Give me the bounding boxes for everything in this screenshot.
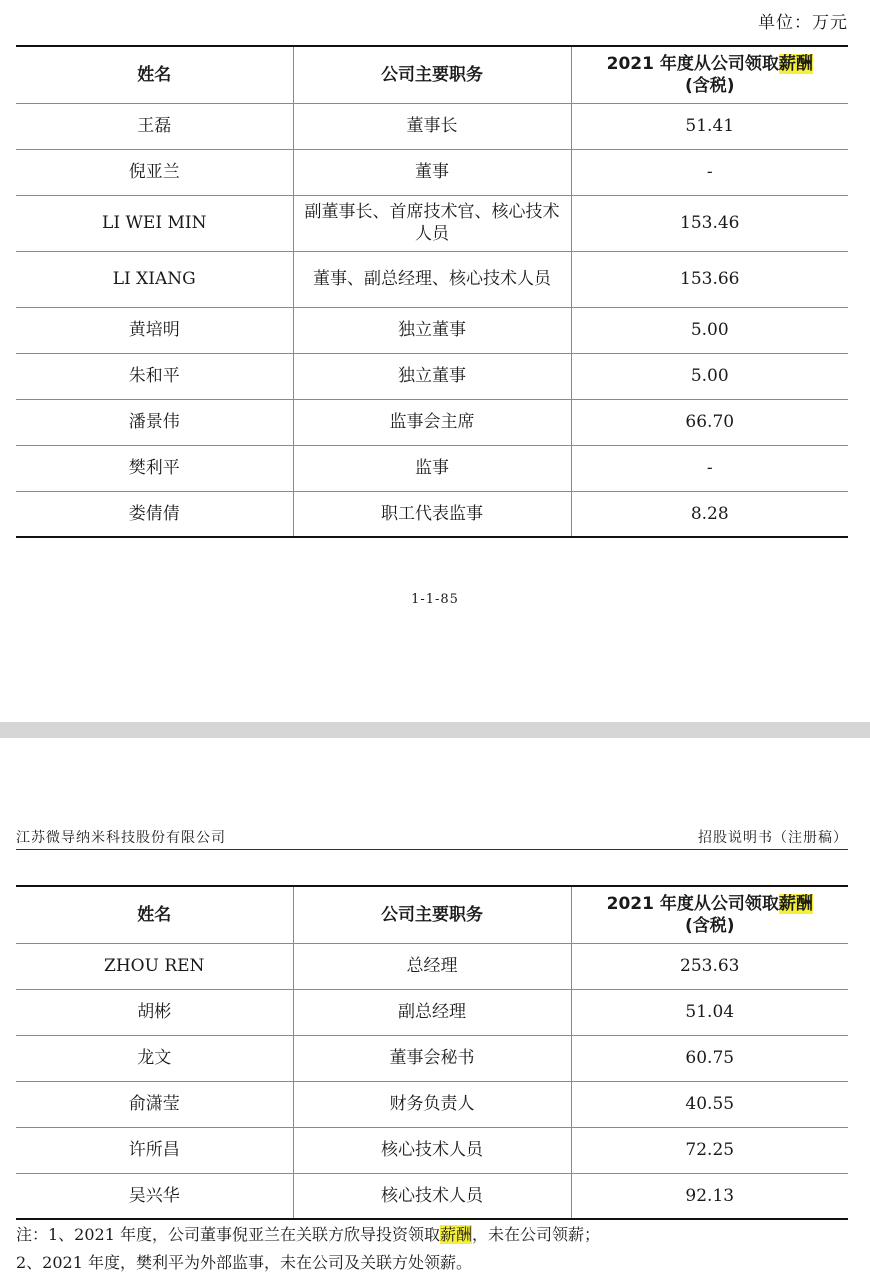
page-divider — [0, 722, 870, 738]
cell-salary: 51.04 — [571, 989, 848, 1035]
header-name: 姓名 — [16, 46, 293, 103]
cell-name: 倪亚兰 — [16, 149, 293, 195]
cell-name: LI WEI MIN — [16, 195, 293, 251]
note-1-pre: 注：1、2021 年度，公司董事倪亚兰在关联方欣导投资领取 — [16, 1225, 440, 1244]
table-row — [16, 399, 848, 445]
cell-position: 副总经理 — [293, 989, 571, 1035]
header-salary-post: (含税) — [684, 75, 735, 96]
page-2 — [0, 738, 870, 1278]
cell-position: 独立董事 — [293, 307, 571, 353]
cell-name: 王磊 — [16, 103, 293, 149]
cell-position: 董事会秘书 — [293, 1035, 571, 1081]
cell-salary: 40.55 — [571, 1081, 848, 1127]
table-row — [16, 353, 848, 399]
cell-name: 许所昌 — [16, 1127, 293, 1173]
header-rule — [16, 849, 848, 850]
table-row — [16, 307, 848, 353]
note-1-post: ，未在公司领薪； — [472, 1225, 601, 1244]
cell-salary: - — [571, 445, 848, 491]
cell-name: 潘景伟 — [16, 399, 293, 445]
cell-name: 娄倩倩 — [16, 491, 293, 537]
header-salary-highlight: 薪酬 — [778, 53, 813, 74]
cell-name: 胡彬 — [16, 989, 293, 1035]
header-position: 公司主要职务 — [293, 886, 571, 943]
note-1-highlight: 薪酬 — [440, 1225, 473, 1244]
table-row — [16, 149, 848, 195]
cell-name: 樊利平 — [16, 445, 293, 491]
cell-salary: 253.63 — [571, 943, 848, 989]
header-salary-pre: 2021 年度从公司领取 — [606, 893, 779, 914]
table-row — [16, 251, 848, 307]
cell-name: 龙文 — [16, 1035, 293, 1081]
table-row — [16, 195, 848, 251]
cell-position: 董事 — [293, 149, 571, 195]
table-row — [16, 445, 848, 491]
header-salary — [571, 886, 848, 943]
table-header-row — [16, 886, 848, 943]
cell-salary: 66.70 — [571, 399, 848, 445]
cell-name: LI XIANG — [16, 251, 293, 307]
footnotes — [16, 1221, 856, 1277]
cell-name: 俞潇莹 — [16, 1081, 293, 1127]
cell-salary: 153.46 — [571, 195, 848, 251]
cell-position: 独立董事 — [293, 353, 571, 399]
header-salary — [571, 46, 848, 103]
table-row — [16, 491, 848, 537]
cell-salary: 5.00 — [571, 307, 848, 353]
table-header-row — [16, 46, 848, 103]
document-title: 招股说明书（注册稿） — [698, 830, 848, 846]
cell-salary: - — [571, 149, 848, 195]
table-row — [16, 1127, 848, 1173]
table-row — [16, 1081, 848, 1127]
cell-position: 总经理 — [293, 943, 571, 989]
cell-salary: 5.00 — [571, 353, 848, 399]
table-row — [16, 943, 848, 989]
cell-salary: 92.13 — [571, 1173, 848, 1219]
header-salary-pre: 2021 年度从公司领取 — [606, 53, 779, 74]
cell-salary: 60.75 — [571, 1035, 848, 1081]
cell-salary: 72.25 — [571, 1127, 848, 1173]
cell-position: 监事 — [293, 445, 571, 491]
company-name: 江苏微导纳米科技股份有限公司 — [16, 830, 226, 846]
cell-position: 核心技术人员 — [293, 1127, 571, 1173]
cell-position: 副董事长、首席技术官、核心技术人员 — [293, 195, 571, 251]
header-salary-highlight: 薪酬 — [778, 893, 813, 914]
header-salary-post: (含税) — [684, 915, 735, 936]
table-row — [16, 989, 848, 1035]
cell-salary: 8.28 — [571, 491, 848, 537]
cell-position: 董事、副总经理、核心技术人员 — [293, 251, 571, 307]
note-2: 2、2021 年度，樊利平为外部监事，未在公司及关联方处领薪。 — [16, 1253, 472, 1272]
cell-position: 监事会主席 — [293, 399, 571, 445]
note-1 — [16, 1221, 856, 1249]
table-row — [16, 1173, 848, 1219]
cell-name: ZHOU REN — [16, 943, 293, 989]
cell-name: 黄培明 — [16, 307, 293, 353]
table-row — [16, 103, 848, 149]
cell-position: 职工代表监事 — [293, 491, 571, 537]
unit-label: 单位：万元 — [758, 13, 848, 33]
page-number: 1-1-85 — [411, 592, 459, 607]
header-name: 姓名 — [16, 886, 293, 943]
cell-salary: 51.41 — [571, 103, 848, 149]
cell-position: 董事长 — [293, 103, 571, 149]
cell-position: 财务负责人 — [293, 1081, 571, 1127]
cell-name: 吴兴华 — [16, 1173, 293, 1219]
cell-name: 朱和平 — [16, 353, 293, 399]
cell-position: 核心技术人员 — [293, 1173, 571, 1219]
table-row — [16, 1035, 848, 1081]
cell-salary: 153.66 — [571, 251, 848, 307]
salary-table-1 — [16, 45, 848, 538]
header-position: 公司主要职务 — [293, 46, 571, 103]
salary-table-2 — [16, 885, 848, 1220]
